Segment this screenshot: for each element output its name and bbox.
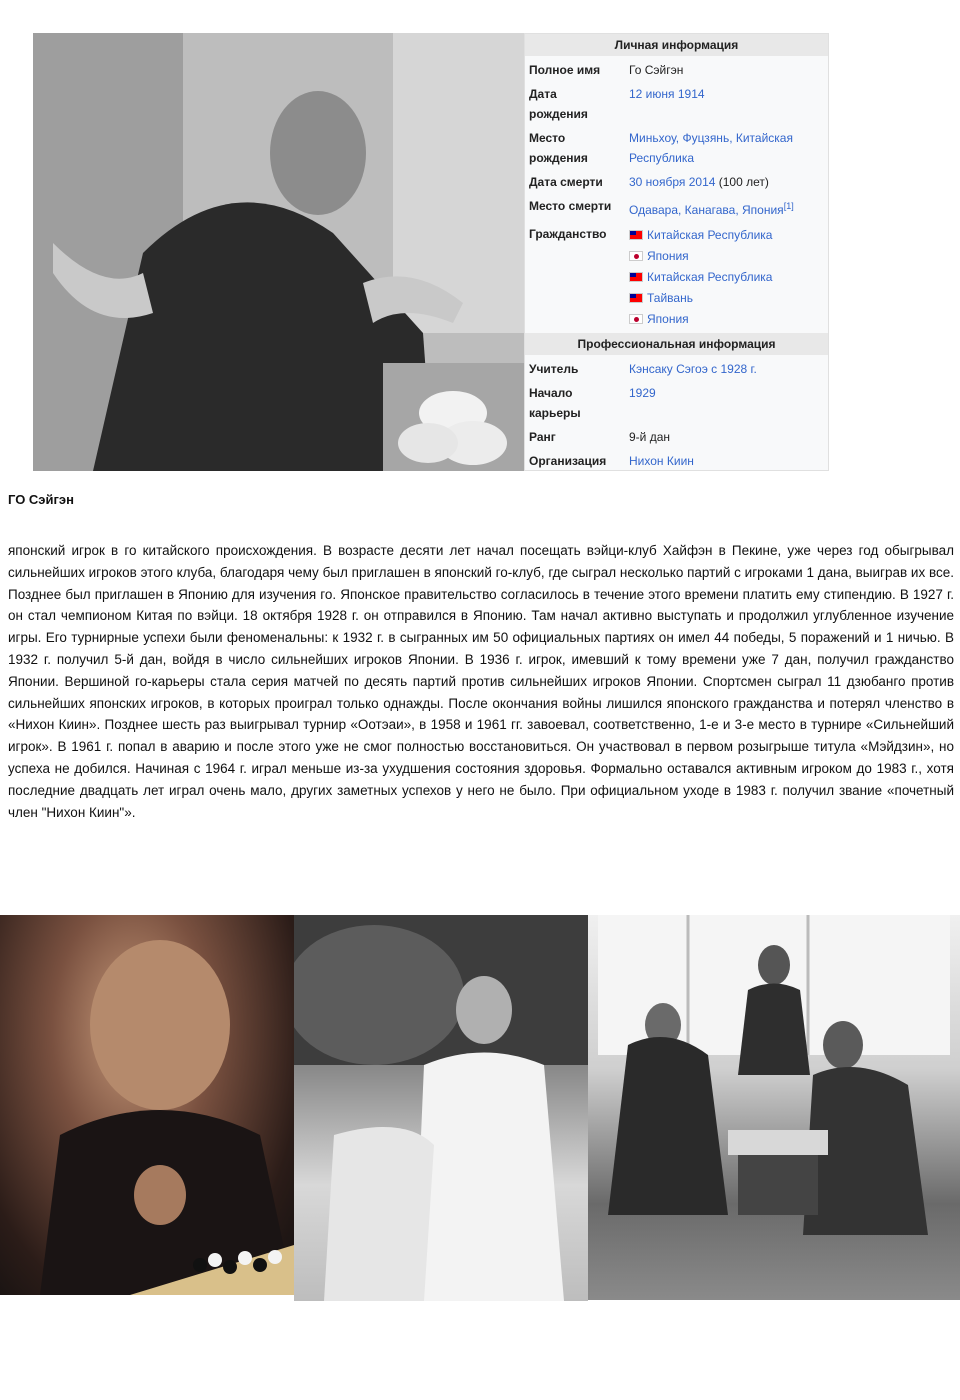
infobox-row-birth-date [525, 84, 828, 124]
page-title: ГО Сэйгэн [8, 492, 74, 507]
photo-go-match-drawing [588, 915, 960, 1300]
portrait-photo-main [33, 33, 524, 471]
infobox-row-rank [525, 427, 828, 447]
birth-date-label [525, 84, 629, 124]
death-place-link[interactable]: Одавара, Канагава, Япония [629, 203, 784, 217]
birth-place-line-2[interactable]: Республика [629, 151, 695, 165]
death-date-value [629, 172, 828, 192]
photo-young-player-seated-drawing [294, 915, 588, 1301]
infobox-header-professional: Профессиональная информация [525, 333, 828, 355]
birth-date-label-line-1: Дата [529, 87, 557, 101]
birth-date-label-line-2: рождения [529, 107, 588, 121]
full-name-value: Го Сэйгэн [629, 63, 684, 77]
citizenship-link[interactable]: Тайвань [647, 290, 693, 305]
infobox-row-birth-place [525, 128, 828, 168]
citizenship-item [629, 224, 828, 245]
death-place-ref-link[interactable]: [1] [783, 201, 794, 211]
photo-go-match [588, 915, 960, 1300]
organization-link[interactable]: Нихон Киин [629, 454, 694, 468]
birth-place-link[interactable] [629, 128, 828, 168]
birth-place-line-1[interactable]: Миньхоу, Фуцзянь, Китайская [629, 131, 793, 145]
photo-elderly-player [0, 915, 294, 1295]
infobox-row-death-date [525, 172, 828, 192]
rank-label: Ранг [529, 430, 556, 444]
career-start-label-line-2: карьеры [529, 406, 581, 420]
infobox-row-teacher [525, 359, 828, 379]
birth-place-label [525, 128, 629, 168]
citizenship-link[interactable]: Китайская Республика [647, 269, 773, 284]
career-start-label-line-1: Начало [529, 386, 573, 400]
infobox-row-organization [525, 451, 828, 471]
citizenship-item [629, 245, 828, 266]
article-body: японский игрок в го китайского происхождения. В возрасте десяти лет начал посещать вэйци-клуб Хайфэн в Пекине, уже через год обыгрывал сильнейших игроков этого клуба, благодаря чему был приглашен в японский го-клуб, где сыграл несколько партий с игроками 1 дана, выиграв их все. Позднее был приглашен в Японию для изучения го. Японское правительство согласилось в течение этого времени платить ему стипендию. В 1927 г. он стал чемпионом Китая по вэйци. 18 октября 1928 г. он отправился в Японию. Там начал активно выступать и продолжил углубленное изучение игры. Его турнирные успехи были феноменальны: к 1932 г. в сыгранных им 50 официальных партиях он имел 44 победы, 5 поражений и 1 ничью. В 1932 г. получил 5-й дан, войдя в число сильнейших игроков Японии. В 1936 г. игрок, имевший к тому времени уже 7 дан, получил гражданство Японии. Вершиной го-карьеры стала серия матчей по десять партий против сильнейших игроков Японии. Спортсмен сыграл 11 дзюбанго против сильнейших японских игроков, в которых проиграл только однажды. После окончания войны лишился японского гражданства и потерял членство в «Нихон Киин». Позднее шесть раз выигрывал турнир «Оотэаи», в 1958 и 1961 гг. завоевал, соответственно, 1-е и 3-е место в турнире «Сильнейший игрок». В 1961 г. попал в аварию и после этого уже не смог полностью восстановиться. Он участвовал в первом розыгрыше титула «Мэйдзин», но успеха не добился. Начиная с 1964 г. играл меньше из-за ухудшения состояния здоровья. Формально оставался активным игроком до 1983 г., хотя последние двадцать лет играл очень мало, других заметных успехов у него не было. При официальном уходе в 1983 г. получил звание «почетный член "Нихон Киин"». [8, 543, 954, 820]
citizenship-item [629, 308, 828, 329]
citizenship-link[interactable]: Китайская Республика [647, 227, 773, 242]
flag-republic-of-china-icon [629, 272, 643, 282]
death-date-label: Дата смерти [529, 175, 603, 189]
death-place-label: Место смерти [529, 199, 612, 213]
flag-taiwan-icon [629, 293, 643, 303]
full-name-label: Полное имя [529, 63, 601, 77]
death-place-value [629, 196, 828, 220]
death-age: (100 лет) [715, 175, 769, 189]
citizenship-item [629, 287, 828, 308]
birth-date-link[interactable]: 12 июня 1914 [629, 87, 705, 101]
citizenship-link[interactable]: Япония [647, 311, 689, 326]
infobox-header-personal: Личная информация [525, 34, 828, 56]
photo-young-player-seated [294, 915, 588, 1301]
portrait-photo-main-drawing [33, 33, 524, 471]
flag-japan-icon [629, 314, 643, 324]
teacher-link[interactable]: Кэнсаку Сэгоэ с 1928 г. [629, 362, 757, 376]
infobox-row-full-name [525, 60, 828, 80]
citizenship-list [629, 224, 828, 329]
citizenship-label: Гражданство [529, 227, 607, 241]
citizenship-item [629, 266, 828, 287]
death-date-link[interactable]: 30 ноября 2014 [629, 175, 716, 189]
flag-republic-of-china-icon [629, 230, 643, 240]
rank-value: 9-й дан [629, 430, 671, 444]
birth-place-label-line-2: рождения [529, 151, 588, 165]
infobox-row-citizenship [525, 224, 828, 329]
career-start-link[interactable]: 1929 [629, 386, 656, 400]
infobox [524, 33, 829, 471]
birth-place-label-line-1: Место [529, 131, 566, 145]
flag-japan-icon [629, 251, 643, 261]
citizenship-link[interactable]: Япония [647, 248, 689, 263]
teacher-label: Учитель [529, 362, 579, 376]
organization-label: Организация [529, 454, 607, 468]
infobox-row-death-place [525, 196, 828, 220]
career-start-label [525, 383, 629, 423]
photo-elderly-player-drawing [0, 915, 294, 1295]
infobox-row-career-start [525, 383, 828, 423]
